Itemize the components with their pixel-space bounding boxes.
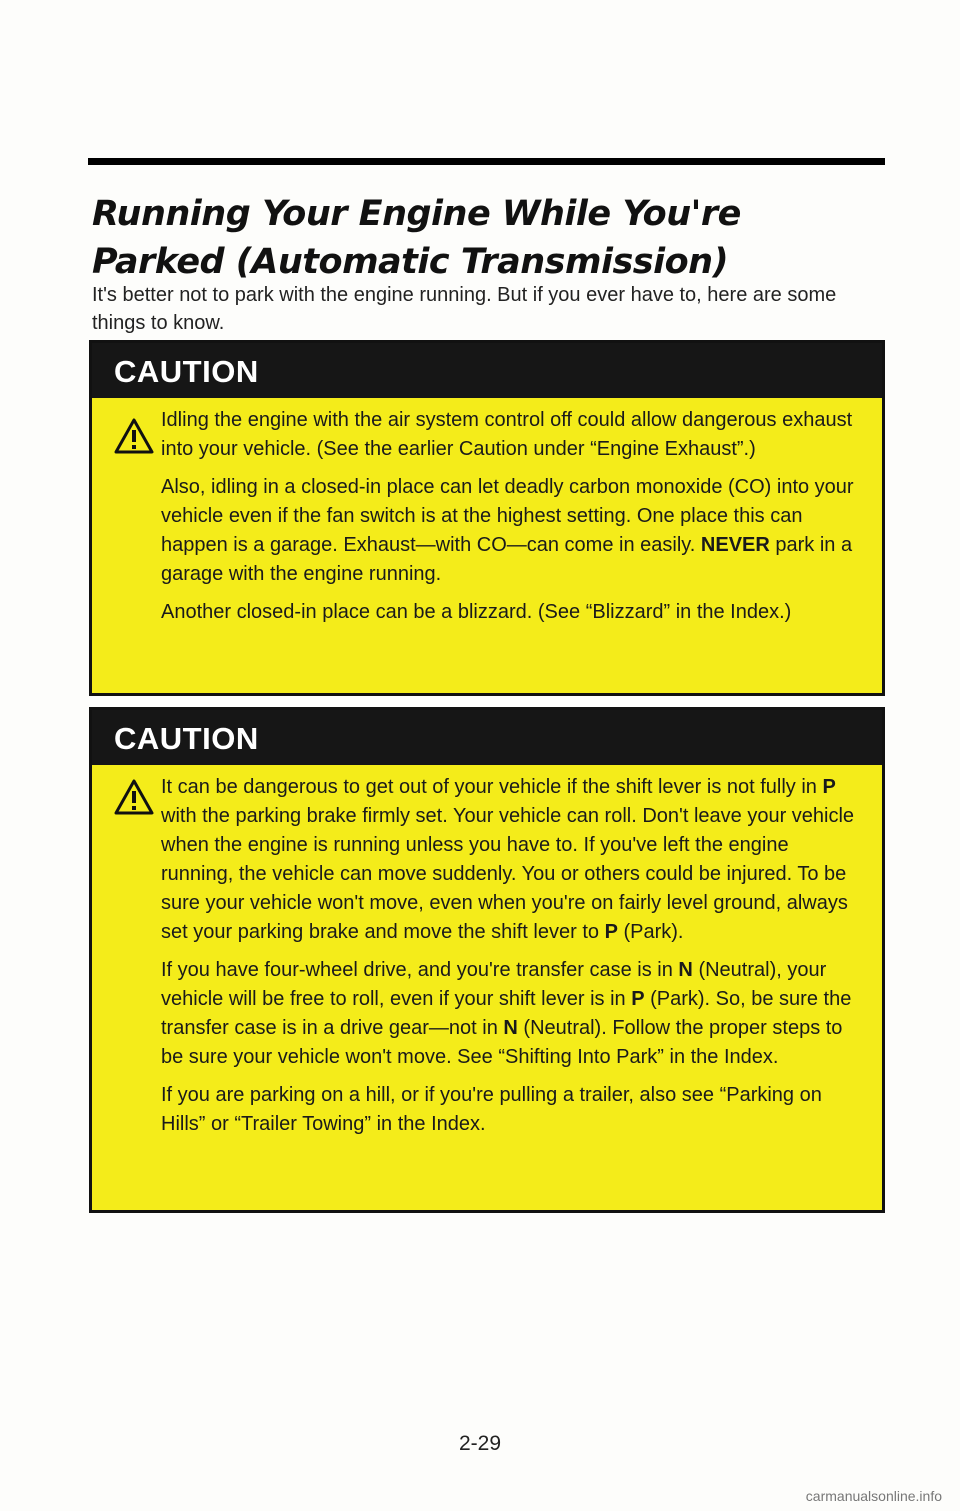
caution-box-1 [89, 340, 885, 696]
top-rule [88, 158, 885, 165]
caution-body [92, 765, 882, 1139]
heading-line-1: Running Your Engine While You're [92, 194, 741, 234]
text-run: It can be dangerous to get out of your vehicle if the shift lever is not fully in [161, 776, 817, 798]
watermark: carmanualsonline.info [805, 1488, 942, 1504]
text-run: Also, idling in a closed-in place can let deadly carbon monoxide (CO) into your vehicle even if the fan switch is at the highest setting. One place this can happen is a garage. Exhaust—with CO—can come in easily. [161, 476, 854, 556]
gear-letter: N [503, 1017, 518, 1039]
caution-paragraph: Idling the engine with the air system control off could allow dangerous exhaust into your vehicle. (See the earlier Caution under “Engine Exhaust”.) [161, 409, 853, 460]
text-run: (Neutral). Follow the proper steps to be sure your vehicle won't move. See “Shifting Into Park” in the Index. [161, 1017, 843, 1068]
text-run: (Neutral), your vehicle will be free to roll, even if your shift lever is in [161, 959, 827, 1010]
text-run: park in a garage with the engine running. [161, 534, 853, 585]
page-number: 2-29 [458, 1432, 502, 1455]
warning-triangle-icon [114, 779, 154, 815]
caution-paragraph: If you are parking on a hill, or if you're pulling a trailer, also see “Parking on Hills” or “Trailer Towing” in the Index. [161, 1084, 822, 1135]
gear-letter: P [822, 776, 836, 798]
caution-box-2 [89, 707, 885, 1213]
gear-letter: P [604, 921, 618, 943]
intro-text: It's better not to park with the engine running. But if you ever have to, here are some things to know. [92, 284, 837, 334]
emphasis-never: NEVER [700, 534, 770, 556]
caution-title: CAUTION [92, 710, 882, 765]
caution-body [92, 398, 882, 627]
section-heading [92, 190, 892, 286]
caution-title: CAUTION [92, 343, 882, 398]
gear-letter: N [678, 959, 693, 981]
heading-line-2: Parked (Automatic Transmission) [92, 242, 729, 282]
caution-paragraph [161, 473, 866, 589]
caution-paragraph [161, 956, 866, 1072]
text-run: (Park). So, be sure the transfer case is in a drive gear—not in [161, 988, 852, 1039]
caution-paragraph: Another closed-in place can be a blizzard. (See “Blizzard” in the Index.) [161, 601, 792, 623]
text-run: (Park). [623, 921, 684, 943]
caution-paragraph [161, 773, 866, 947]
warning-triangle-icon [114, 418, 154, 454]
text-run: If you have four-wheel drive, and you're transfer case is in [161, 959, 673, 981]
gear-letter: P [631, 988, 645, 1010]
text-run: with the parking brake firmly set. Your vehicle can roll. Don't leave your vehicle when the engine is running unless you have to. If you've left the engine running, the vehicle can move suddenly. You or others could be injured. To be sure your vehicle won't move, even when you're on fairly level ground, always set your parking brake and move the shift lever to [161, 805, 855, 943]
